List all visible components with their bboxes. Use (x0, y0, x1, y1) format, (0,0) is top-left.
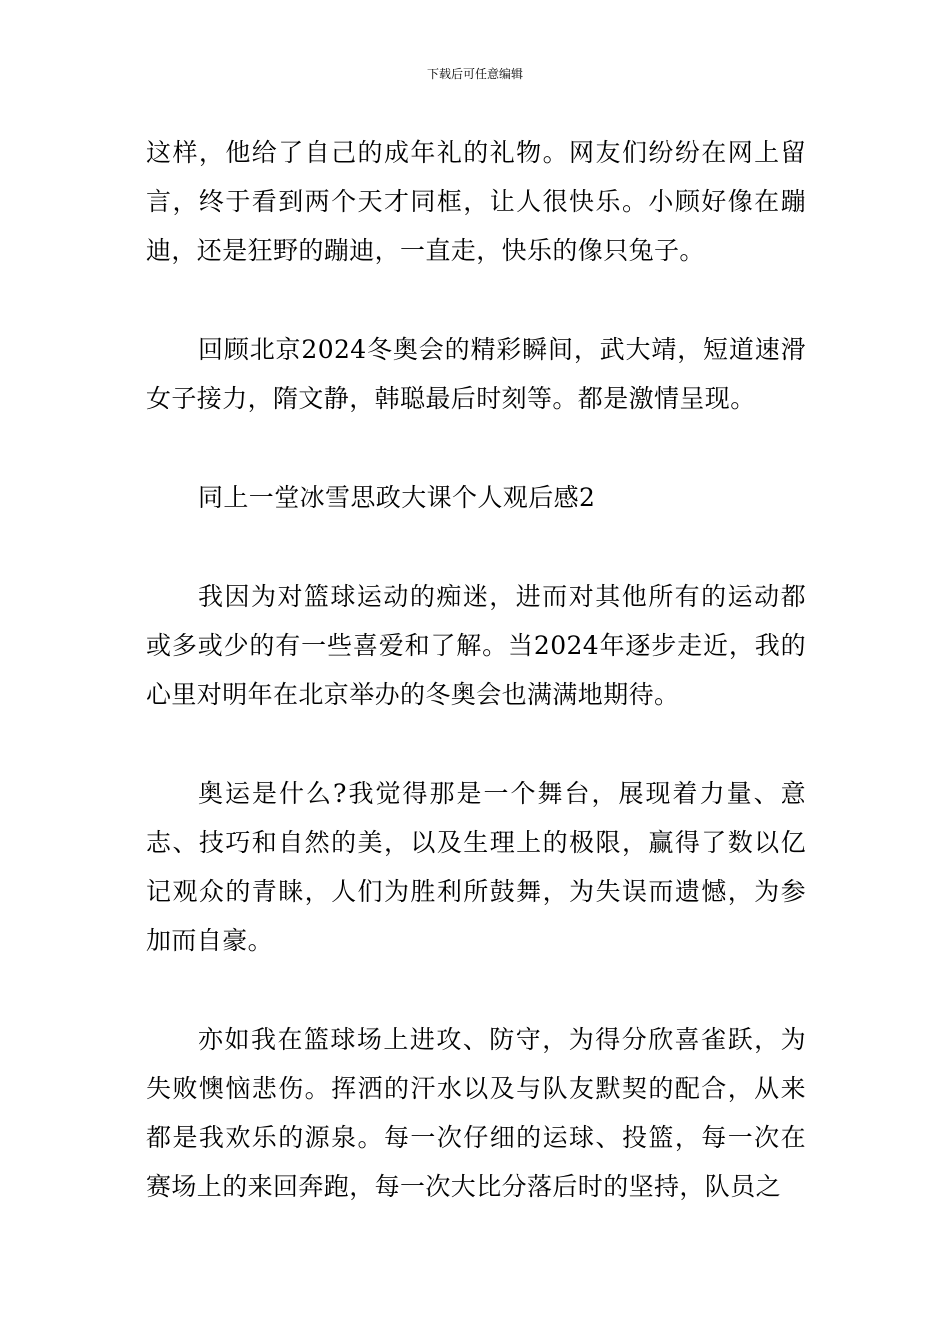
paragraph-4: 奥运是什么?我觉得那是一个舞台，展现着力量、意志、技巧和自然的美，以及生理上的极限，赢得了数以亿记观众的青睐，人们为胜利所鼓舞，为失误而遗憾，为参加而自豪。 (146, 779, 806, 955)
page-header-note: 下载后可任意编辑 (426, 67, 523, 81)
paragraph-1: 这样，他给了自己的成年礼的礼物。网友们纷纷在网上留言，终于看到两个天才同框，让人很快乐。小顾好像在蹦迪，还是狂野的蹦迪，一直走，快乐的像只兔子。 (146, 138, 806, 265)
paragraph-3: 我因为对篮球运动的痴迷，进而对其他所有的运动都或多或少的有一些喜爱和了解。当2024年逐步走近，我的心里对明年在北京举办的冬奥会也满满地期待。 (146, 582, 806, 709)
paragraph-5: 亦如我在篮球场上进攻、防守，为得分欣喜雀跃，为失败懊恼悲伤。挥洒的汗水以及与队友默契的配合，从来都是我欢乐的源泉。每一次仔细的运球、投篮，每一次在赛场上的来回奔跑，每一次大比分落后时的坚持，队员之 (146, 1025, 806, 1201)
paragraph-2: 回顾北京2024冬奥会的精彩瞬间，武大靖，短道速滑女子接力，隋文静，韩聪最后时刻等。都是激情呈现。 (146, 335, 806, 413)
section-heading: 同上一堂冰雪思政大课个人观后感2 (198, 483, 596, 512)
document-body (146, 128, 806, 1211)
